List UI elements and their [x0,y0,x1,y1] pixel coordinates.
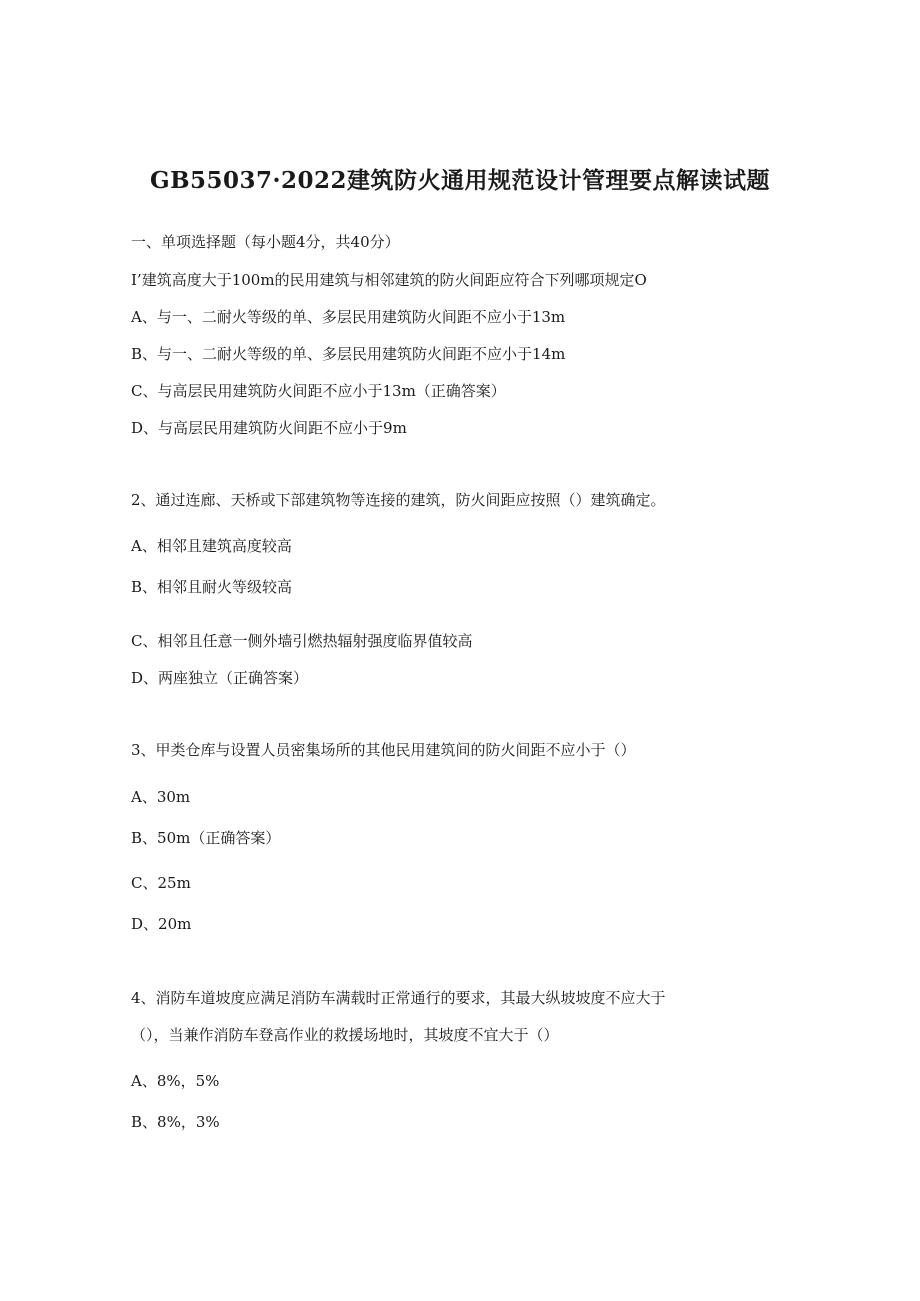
answer-option: D、20m [131,915,192,933]
page-title: GB55037·2022建筑防火通用规范设计管理要点解读试题 [149,167,771,194]
answer-option: C、相邻且任意一侧外墙引燃热辐射强度临界值较高 [131,632,473,650]
answer-option: A、相邻且建筑高度较高 [131,537,292,555]
answer-option: B、与一、二耐火等级的单、多层民用建筑防火间距不应小于14m [131,345,566,363]
section-heading: 一、单项选择题（每小题4分，共40分） [131,233,400,251]
answer-option: C、25m [131,874,191,892]
answer-option: C、与高层民用建筑防火间距不应小于13m（正确答案） [131,382,506,400]
question-stem-line-1: 4、消防车道坡度应满足消防车满载时正常通行的要求，其最大纵坡坡度不应大于 [131,989,666,1007]
answer-option: B、相邻且耐火等级较高 [131,578,293,596]
question-stem: 2、通过连廊、天桥或下部建筑物等连接的建筑，防火间距应按照（）建筑确定。 [131,491,666,509]
answer-option: B、8%，3% [131,1113,220,1131]
question-stem: 3、甲类仓库与设置人员密集场所的其他民用建筑间的防火间距不应小于（） [131,741,636,759]
answer-option: D、两座独立（正确答案） [131,669,309,687]
answer-option: A、与一、二耐火等级的单、多层民用建筑防火间距不应小于13m [131,308,566,326]
answer-option: A、30m [131,788,191,806]
answer-option: D、与高层民用建筑防火间距不应小于9m [131,419,407,437]
answer-option: A、8%，5% [131,1072,220,1090]
question-stem: I’建筑高度大于100m的民用建筑与相邻建筑的防火间距应符合下列哪项规定O [131,271,647,289]
answer-option: B、50m（正确答案） [131,829,281,847]
question-stem-line-2: （），当兼作消防车登高作业的救援场地时，其坡度不宜大于（） [131,1026,559,1044]
